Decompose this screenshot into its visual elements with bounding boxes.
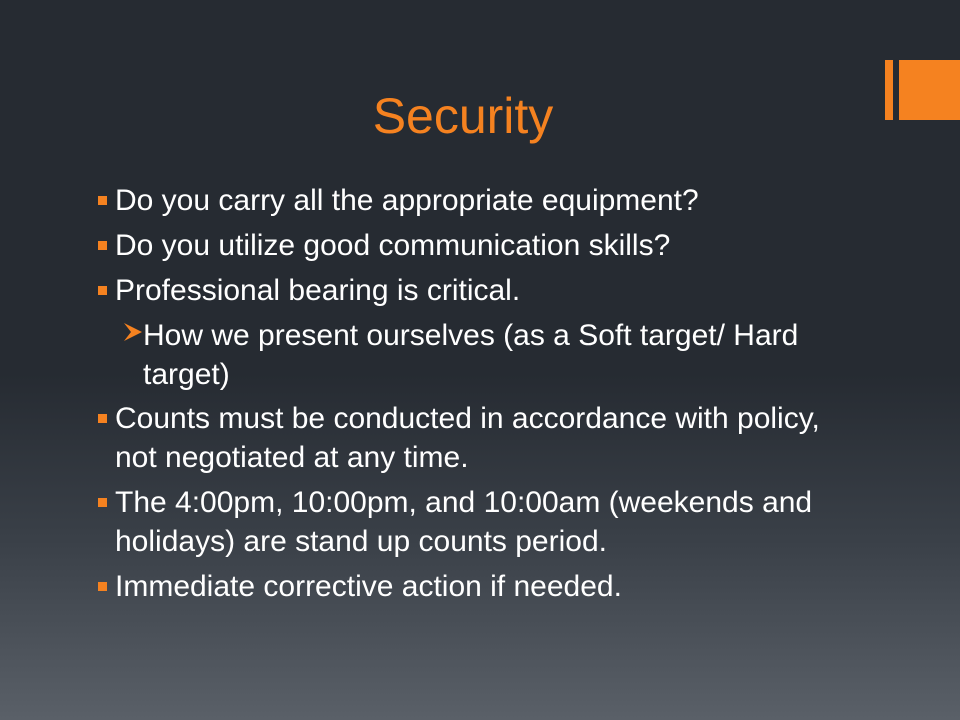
square-bullet-icon <box>98 286 107 295</box>
bullet-text: Do you carry all the appropriate equipment? <box>115 184 699 217</box>
square-bullet-icon <box>98 414 107 423</box>
slide-title: Security <box>372 88 554 144</box>
bullet-text: Counts must be conducted in accordance with policy, not negotiated at any time. <box>115 402 820 474</box>
square-bullet-icon <box>98 196 107 205</box>
sub-bullet-text: How we present ourselves (as a Soft target/ Hard target) <box>143 319 799 391</box>
bullet-item <box>96 483 826 561</box>
bullet-item <box>96 567 826 606</box>
bullet-text: The 4:00pm, 10:00pm, and 10:00am (weekends and holidays) are stand up counts period. <box>115 486 813 558</box>
bullet-item <box>96 399 826 477</box>
bullet-item <box>96 271 826 310</box>
bullet-list <box>96 181 826 612</box>
bullet-text: Immediate corrective action if needed. <box>115 570 622 603</box>
bullet-item <box>96 226 826 265</box>
bullet-item <box>96 181 826 220</box>
bullet-text: Do you utilize good communication skills? <box>115 229 671 262</box>
square-bullet-icon <box>98 241 107 250</box>
arrowhead-bullet-icon <box>123 321 143 343</box>
square-bullet-icon <box>98 582 107 591</box>
bullet-text: Professional bearing is critical. <box>115 274 521 307</box>
sub-bullet-item <box>96 316 826 394</box>
square-bullet-icon <box>98 498 107 507</box>
